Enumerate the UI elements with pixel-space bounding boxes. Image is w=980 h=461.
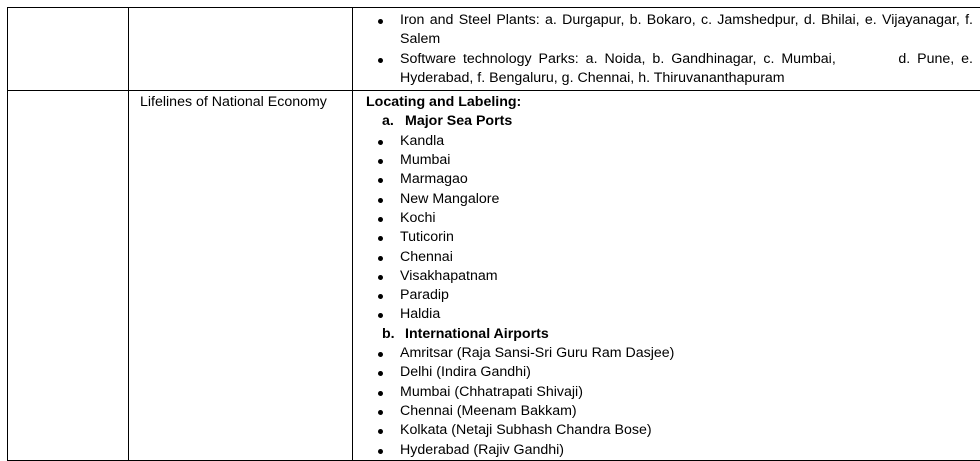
bullet-icon (378, 391, 383, 396)
topic-cell (129, 8, 353, 91)
list-item: Hyderabad (Rajiv Gandhi) (353, 441, 973, 460)
list-item: Kochi (353, 209, 973, 228)
serial-cell (8, 91, 129, 461)
bullet-icon (378, 371, 383, 376)
topic-cell (129, 91, 353, 461)
list-item: Mumbai (Chhatrapati Shivaji) (353, 383, 973, 402)
airports-list (353, 344, 973, 460)
bullet-icon (378, 236, 383, 241)
bullet-icon (378, 256, 383, 261)
bullet-icon (378, 140, 383, 145)
bullet-icon (378, 410, 383, 415)
subheading-airports: b. International Airports (353, 325, 973, 344)
subheading-sea-ports: a. Major Sea Ports (353, 112, 973, 131)
bullet-icon (378, 19, 383, 24)
list-item: Haldia (353, 305, 973, 324)
list-item: Software technology Parks: a. Noida, b. Gandhinagar, c. Mumbai, d. Pune, e. Hyderabad, f. Bengaluru, g. Chennai, h. Thiruvananthapuram (353, 50, 973, 89)
list-item: Visakhapatnam (353, 267, 973, 286)
list-item: Kandla (353, 132, 973, 151)
bullet-icon (378, 294, 383, 299)
list-item: Amritsar (Raja Sansi-Sri Guru Ram Dasjee) (353, 344, 973, 363)
table-row-lifelines (8, 91, 980, 461)
list-item: Chennai (353, 248, 973, 267)
list-item: New Mangalore (353, 190, 973, 209)
bullet-icon (378, 352, 383, 357)
bullet-icon (378, 429, 383, 434)
list-item: Chennai (Meenam Bakkam) (353, 402, 973, 421)
serial-cell (8, 8, 129, 91)
list-item: Kolkata (Netaji Subhash Chandra Bose) (353, 421, 973, 440)
bullet-icon (378, 313, 383, 318)
list-item: Iron and Steel Plants: a. Durgapur, b. Bokaro, c. Jamshedpur, d. Bhilai, e. Vijayanagar, f. Salem (353, 11, 973, 50)
bullet-icon (378, 159, 383, 164)
bullet-icon (378, 449, 383, 454)
list-item: Marmagao (353, 170, 973, 189)
list-item: Tuticorin (353, 228, 973, 247)
industry-list (353, 11, 973, 88)
section-heading: Locating and Labeling: (353, 93, 973, 112)
topic-title: Lifelines of National Economy (129, 91, 352, 112)
content-cell (353, 8, 980, 91)
bullet-icon (378, 58, 383, 63)
syllabus-table (7, 7, 980, 461)
list-item: Paradip (353, 286, 973, 305)
bullet-icon (378, 217, 383, 222)
bullet-icon (378, 198, 383, 203)
content-cell (353, 91, 980, 461)
sea-ports-list (353, 132, 973, 325)
bullet-icon (378, 275, 383, 280)
bullet-icon (378, 178, 383, 183)
list-item: Delhi (Indira Gandhi) (353, 363, 973, 382)
list-item: Mumbai (353, 151, 973, 170)
table-row-industries (8, 8, 980, 91)
